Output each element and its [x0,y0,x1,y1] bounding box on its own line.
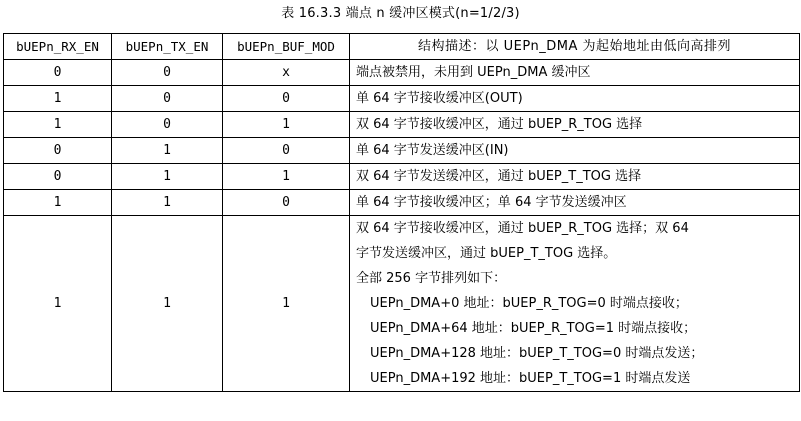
address-line: UEPn_DMA+0 地址：bUEP_R_TOG=0 时端点接收； [370,296,688,311]
table-row [4,190,800,216]
description-line: 全部 256 字节排列如下： [356,271,507,286]
cell-description: 端点被禁用，未用到 UEPn_DMA 缓冲区 [350,60,800,86]
cell-description: 单 64 字节发送缓冲区(IN) [350,138,800,164]
address-line: UEPn_DMA+128 地址：bUEP_T_TOG=0 时端点发送； [370,346,704,361]
cell-buf-mod: 1 [223,216,350,392]
cell-buf-mod: x [223,60,350,86]
cell-buf-mod: 0 [223,86,350,112]
cell-rx-en: 1 [4,216,112,392]
cell-rx-en: 0 [4,138,112,164]
cell-buf-mod: 0 [223,190,350,216]
header-row [4,34,800,60]
cell-description: 双 64 字节发送缓冲区，通过 bUEP_T_TOG 选择 [350,164,800,190]
cell-rx-en: 0 [4,60,112,86]
cell-buf-mod: 0 [223,138,350,164]
table-row [4,60,800,86]
table-row [4,112,800,138]
cell-tx-en: 1 [112,164,223,190]
header-tx-en: bUEPn_TX_EN [112,34,223,60]
table-row [4,86,800,112]
cell-buf-mod: 1 [223,112,350,138]
table-row-double-buffer [4,216,800,392]
header-rx-en: bUEPn_RX_EN [4,34,112,60]
cell-tx-en: 0 [112,60,223,86]
cell-rx-en: 1 [4,190,112,216]
description-line: 字节发送缓冲区，通过 bUEP_T_TOG 选择。 [356,246,617,261]
table-caption: 表 16.3.3 端点 n 缓冲区模式(n=1/2/3) [281,6,520,21]
address-line: UEPn_DMA+64 地址：bUEP_R_TOG=1 时端点接收； [370,321,697,336]
cell-rx-en: 1 [4,86,112,112]
cell-description: 单 64 字节接收缓冲区(OUT) [350,86,800,112]
description-line: 双 64 字节接收缓冲区，通过 bUEP_R_TOG 选择；双 64 [356,221,689,236]
cell-rx-en: 1 [4,112,112,138]
cell-rx-en: 0 [4,164,112,190]
cell-description-multiline [350,216,800,392]
cell-tx-en: 0 [112,86,223,112]
cell-buf-mod: 1 [223,164,350,190]
cell-tx-en: 1 [112,138,223,164]
cell-description: 单 64 字节接收缓冲区；单 64 字节发送缓冲区 [350,190,800,216]
buffer-mode-table [3,33,800,392]
header-buf-mod: bUEPn_BUF_MOD [223,34,350,60]
cell-tx-en: 0 [112,112,223,138]
header-description: 结构描述：以 UEPn_DMA 为起始地址由低向高排列 [350,34,800,60]
cell-description: 双 64 字节接收缓冲区，通过 bUEP_R_TOG 选择 [350,112,800,138]
table-row [4,138,800,164]
address-line: UEPn_DMA+192 地址：bUEP_T_TOG=1 时端点发送 [370,371,691,386]
cell-tx-en: 1 [112,190,223,216]
cell-tx-en: 1 [112,216,223,392]
table-row [4,164,800,190]
